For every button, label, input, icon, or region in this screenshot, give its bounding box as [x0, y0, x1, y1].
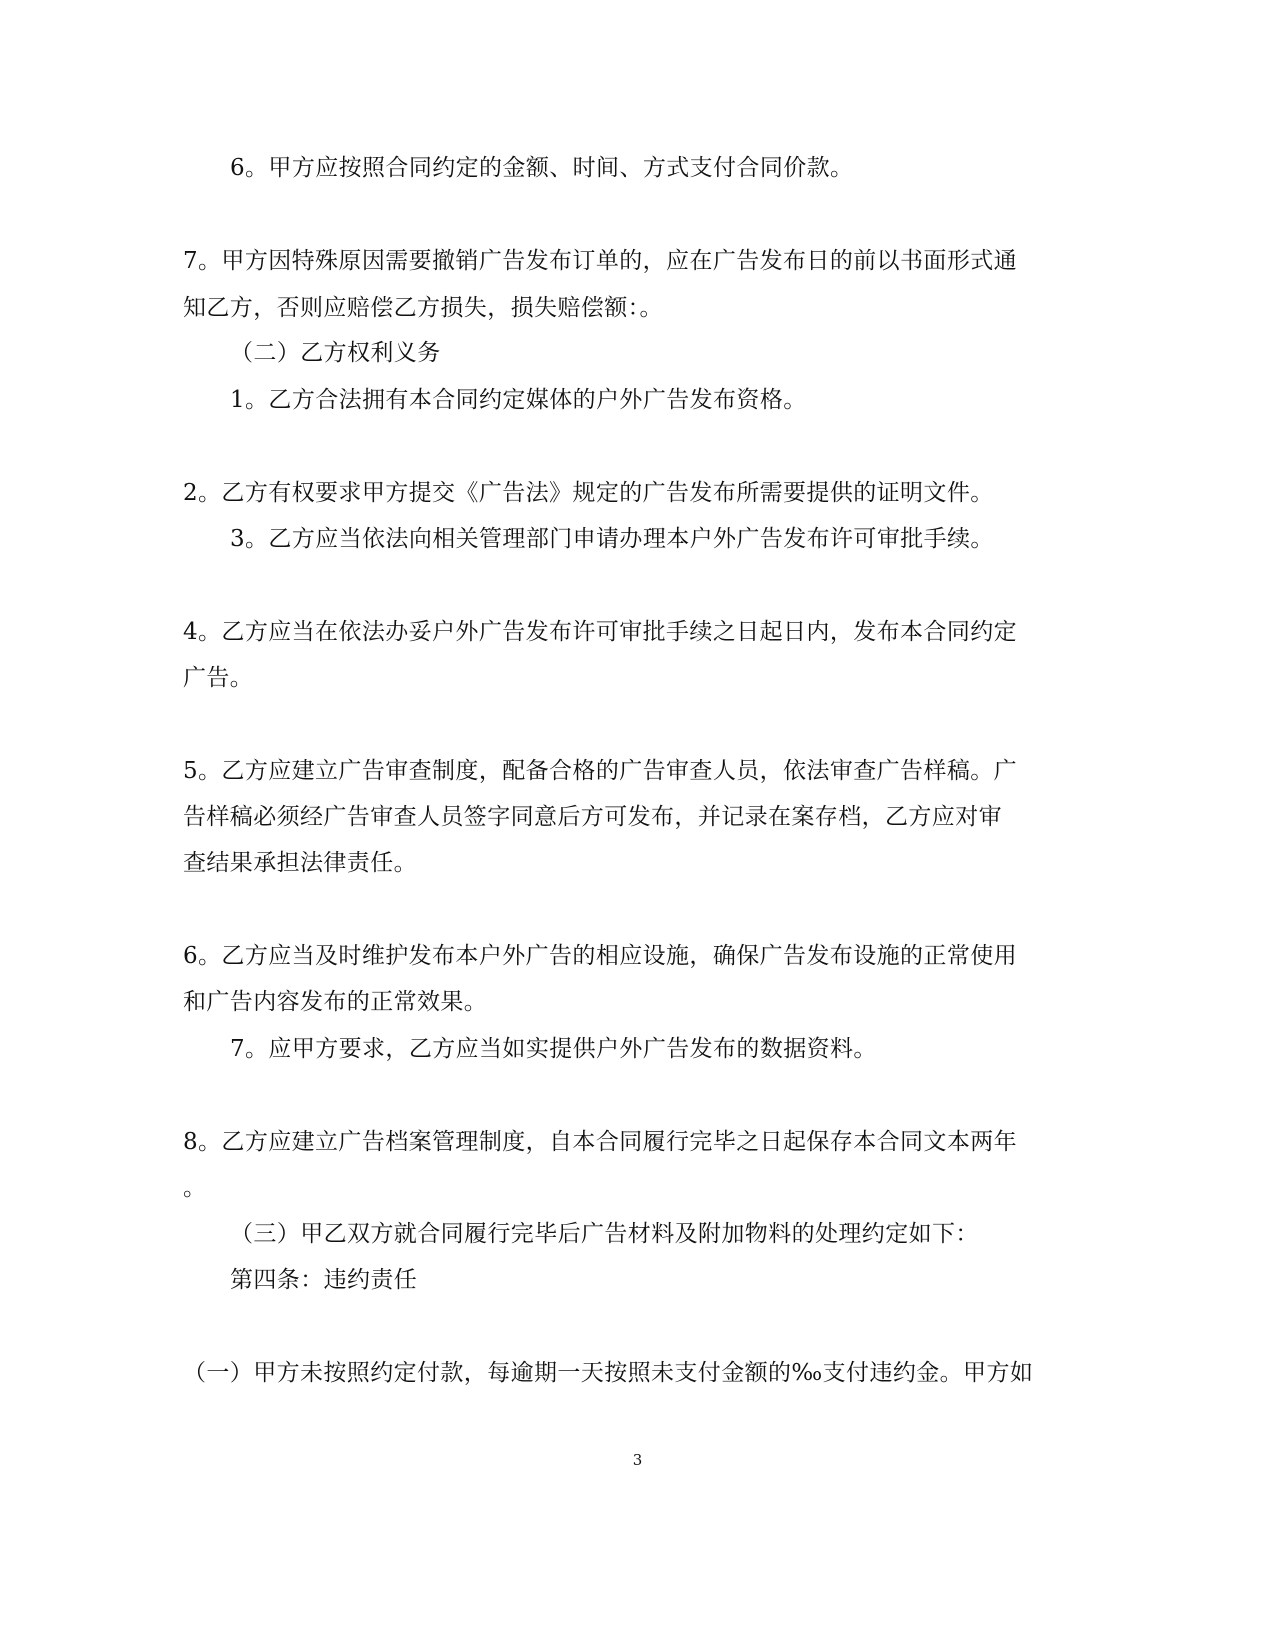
text-line: 6。乙方应当及时维护发布本户外广告的相应设施，确保广告发布设施的正常使用 [183, 943, 1018, 969]
text-line: 。 [183, 1175, 207, 1201]
text-line: 8。乙方应建立广告档案管理制度，自本合同履行完毕之日起保存本合同文本两年 [183, 1129, 1018, 1155]
page-number: 3 [632, 1451, 643, 1469]
text-line: （二）乙方权利义务 [230, 340, 441, 366]
text-line: 3。乙方应当依法向相关管理部门申请办理本户外广告发布许可审批手续。 [230, 526, 994, 552]
text-line: 1。乙方合法拥有本合同约定媒体的户外广告发布资格。 [230, 387, 807, 413]
text-line: （三）甲乙双方就合同履行完毕后广告材料及附加物料的处理约定如下： [230, 1221, 979, 1247]
text-line: 知乙方，否则应赔偿乙方损失，损失赔偿额：。 [183, 295, 663, 321]
text-line: 和广告内容发布的正常效果。 [183, 989, 488, 1015]
text-line: 7。应甲方要求，乙方应当如实提供户外广告发布的数据资料。 [230, 1036, 877, 1062]
text-line: 广告。 [183, 665, 254, 691]
text-line: 6。甲方应按照合同约定的金额、时间、方式支付合同价款。 [230, 155, 854, 181]
text-line: 4。乙方应当在依法办妥户外广告发布许可审批手续之日起日内，发布本合同约定 [183, 619, 1018, 645]
text-line: 告样稿必须经广告审查人员签字同意后方可发布，并记录在案存档，乙方应对审 [183, 804, 1002, 830]
text-line: 5。乙方应建立广告审查制度，配备合格的广告审查人员，依法审查广告样稿。广 [183, 758, 1018, 784]
text-line: （一）甲方未按照约定付款，每逾期一天按照未支付金额的‰支付违约金。甲方如 [183, 1360, 1034, 1386]
text-line: 2。乙方有权要求甲方提交《广告法》规定的广告发布所需要提供的证明文件。 [183, 480, 994, 506]
text-line: 7。甲方因特殊原因需要撤销广告发布订单的，应在广告发布日的前以书面形式通 [183, 248, 1018, 274]
text-line: 查结果承担法律责任。 [183, 850, 417, 876]
section-heading: 第四条：违约责任 [230, 1267, 418, 1293]
